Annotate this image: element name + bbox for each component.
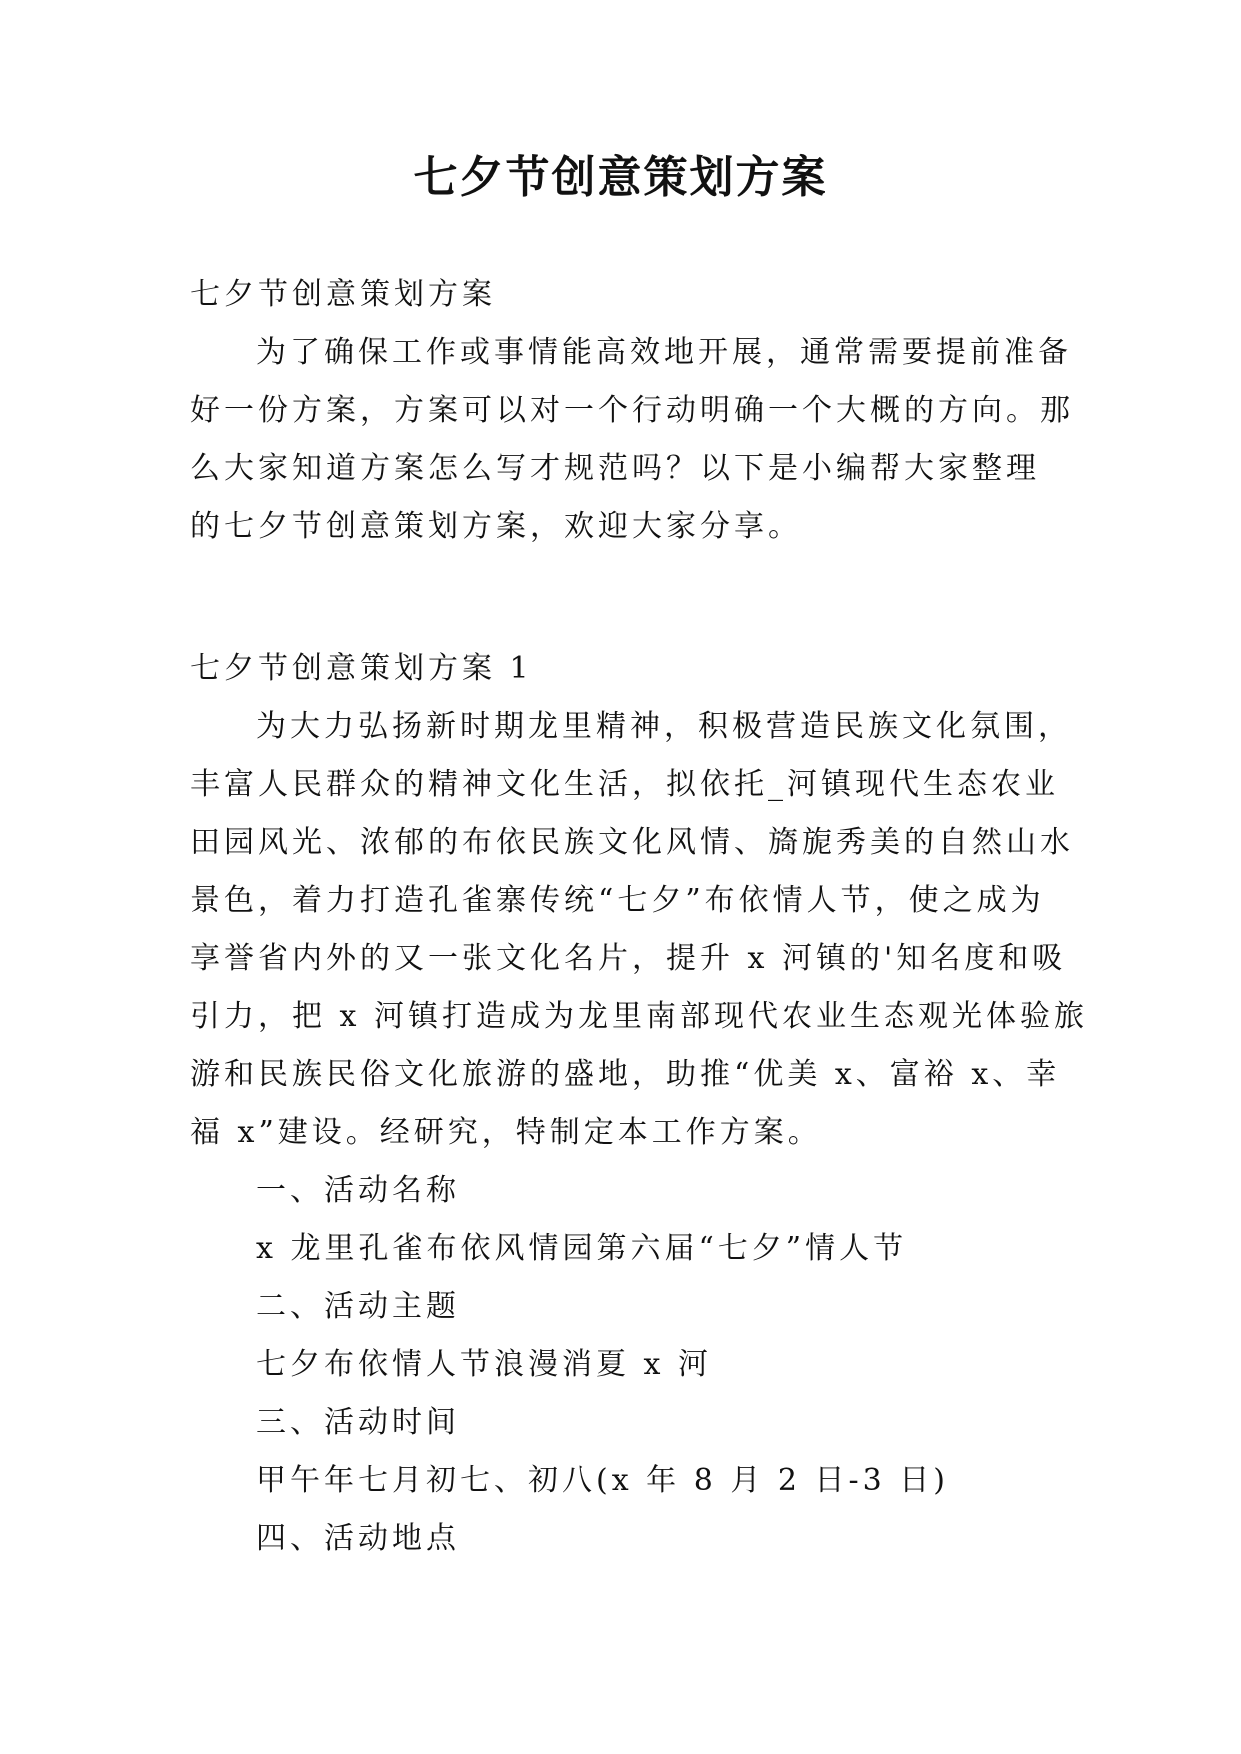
item-activity-theme-value: 七夕布依情人节浪漫消夏 x 河	[256, 1347, 712, 1382]
section-1-paragraph-line: 田园风光、浓郁的布依民族文化风情、旖旎秀美的自然山水	[190, 825, 1074, 860]
intro-heading: 七夕节创意策划方案	[190, 277, 496, 312]
item-activity-theme-heading: 二、活动主题	[256, 1289, 460, 1324]
section-1	[190, 640, 1088, 1568]
section-1-paragraph-line: 游和民族民俗文化旅游的盛地，助推“优美 x、富裕 x、幸	[190, 1057, 1061, 1092]
section-1-paragraph-line: 丰富人民群众的精神文化生活，拟依托_河镇现代生态农业	[190, 767, 1059, 802]
item-activity-time-value: 甲午年七月初七、初八(x 年 8 月 2 日-3 日)	[256, 1463, 949, 1498]
intro-paragraph-line: 么大家知道方案怎么写才规范吗？以下是小编帮大家整理	[190, 451, 1040, 486]
section-1-paragraph-line: 景色，着力打造孔雀寨传统“七夕”布依情人节，使之成为	[190, 883, 1045, 918]
item-activity-location-heading: 四、活动地点	[256, 1521, 460, 1556]
intro-paragraph-line: 好一份方案，方案可以对一个行动明确一个大概的方向。那	[190, 393, 1074, 428]
section-1-paragraph-line: 福 x”建设。经研究，特制定本工作方案。	[190, 1115, 822, 1150]
item-activity-name-heading: 一、活动名称	[256, 1173, 460, 1208]
intro-paragraph-line: 的七夕节创意策划方案，欢迎大家分享。	[190, 509, 802, 544]
intro-paragraph-line: 为了确保工作或事情能高效地开展，通常需要提前准备	[256, 335, 1072, 370]
item-activity-name-value: x 龙里孔雀布依风情园第六届“七夕”情人节	[256, 1231, 908, 1266]
item-activity-time-heading: 三、活动时间	[256, 1405, 460, 1440]
section-1-heading: 七夕节创意策划方案 1	[190, 651, 533, 686]
document-title: 七夕节创意策划方案	[413, 152, 828, 203]
section-1-paragraph-line: 享誉省内外的又一张文化名片，提升 x 河镇的'知名度和吸	[190, 941, 1067, 976]
section-1-paragraph-line: 为大力弘扬新时期龙里精神，积极营造民族文化氛围，	[256, 709, 1072, 744]
section-1-paragraph-line: 引力，把 x 河镇打造成为龙里南部现代农业生态观光体验旅	[190, 999, 1088, 1034]
intro-section	[190, 266, 1074, 556]
